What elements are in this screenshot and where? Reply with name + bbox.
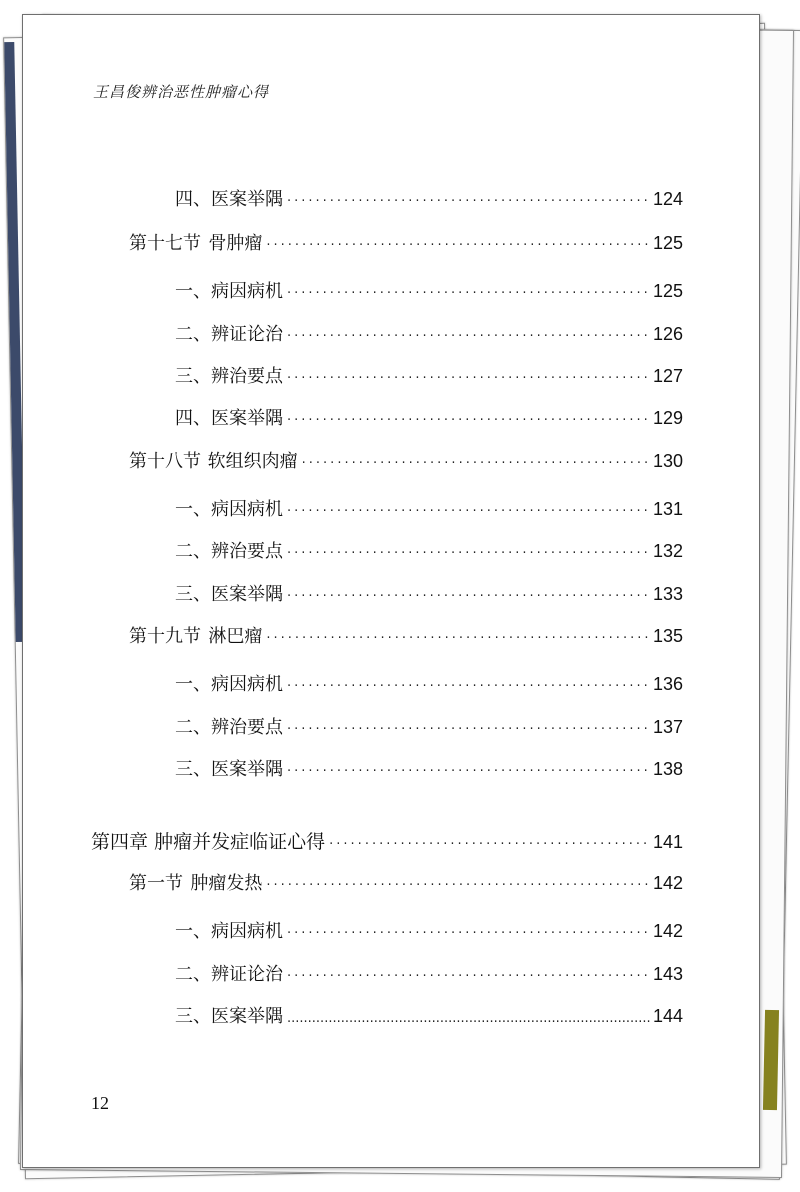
dot-leader bbox=[287, 722, 651, 737]
toc-entry-label: 四、医案举隅 bbox=[175, 189, 283, 210]
dot-leader bbox=[287, 286, 651, 301]
toc-entry bbox=[175, 404, 683, 430]
dot-leader bbox=[266, 631, 651, 646]
toc-entry bbox=[175, 362, 683, 388]
toc-entry-page: 138 bbox=[652, 759, 683, 779]
dot-leader bbox=[287, 764, 651, 779]
toc-section-title: 骨肿瘤 bbox=[208, 233, 263, 254]
toc-entry bbox=[175, 495, 683, 521]
toc-entry-page: 144 bbox=[652, 1006, 683, 1026]
toc-entry bbox=[175, 755, 683, 781]
dot-leader bbox=[287, 1011, 651, 1026]
toc-entry bbox=[175, 713, 683, 739]
toc-entry-page: 135 bbox=[652, 626, 683, 646]
dot-leader bbox=[287, 589, 651, 604]
toc-section-number: 第十八节 bbox=[129, 451, 201, 472]
toc-entry bbox=[175, 580, 683, 606]
toc-entry-label: 二、辨证论治 bbox=[175, 964, 283, 985]
toc-entry bbox=[175, 917, 683, 943]
toc-entry-label: 一、病因病机 bbox=[175, 921, 283, 942]
toc-entry-page: 127 bbox=[652, 366, 683, 386]
toc-entry bbox=[175, 960, 683, 986]
toc-section-title: 淋巴瘤 bbox=[208, 626, 263, 647]
dot-leader bbox=[287, 504, 651, 519]
toc-section-number: 第一节 bbox=[129, 873, 183, 894]
toc-entry bbox=[175, 320, 683, 346]
toc-entry-label: 二、辨证论治 bbox=[175, 324, 283, 345]
dot-leader bbox=[329, 837, 651, 852]
toc-section-title: 软组织肉瘤 bbox=[207, 451, 298, 472]
toc-entry bbox=[175, 670, 683, 696]
toc-section-title: 肿瘤发热 bbox=[190, 873, 263, 894]
toc-entry-page: 126 bbox=[652, 324, 683, 344]
toc-entry-label: 一、病因病机 bbox=[175, 499, 283, 520]
dot-leader bbox=[266, 238, 651, 253]
toc-entry-page: 133 bbox=[652, 584, 683, 604]
toc-entry-page: 137 bbox=[652, 717, 683, 737]
toc-entry-label: 一、病因病机 bbox=[175, 674, 283, 695]
toc-section bbox=[129, 447, 683, 473]
toc-chapter bbox=[91, 827, 683, 854]
toc-entry-label: 三、医案举隅 bbox=[175, 584, 283, 605]
dot-leader bbox=[287, 194, 651, 209]
toc-chapter-title: 肿瘤并发症临证心得 bbox=[154, 831, 326, 853]
dot-leader bbox=[287, 329, 651, 344]
toc-entry-page: 129 bbox=[652, 408, 683, 428]
toc-entry bbox=[175, 537, 683, 563]
toc-entry-label: 三、辨治要点 bbox=[175, 366, 283, 387]
toc-entry-page: 141 bbox=[652, 832, 683, 852]
dot-leader bbox=[287, 413, 651, 428]
toc-section-number: 第十七节 bbox=[129, 233, 201, 254]
toc-entry-page: 142 bbox=[652, 921, 683, 941]
toc-entry-label: 一、病因病机 bbox=[175, 281, 283, 302]
toc-section bbox=[129, 229, 683, 255]
book-page bbox=[22, 14, 760, 1168]
toc-entry-page: 132 bbox=[652, 541, 683, 561]
toc-entry-page: 143 bbox=[652, 964, 683, 984]
toc-entry-label: 二、辨治要点 bbox=[175, 717, 283, 738]
dot-leader bbox=[266, 878, 651, 893]
toc-entry-page: 130 bbox=[652, 451, 683, 471]
toc-entry bbox=[175, 1002, 683, 1028]
toc-section bbox=[129, 622, 683, 648]
toc-chapter-number: 第四章 bbox=[91, 831, 149, 853]
dot-leader bbox=[287, 926, 651, 941]
toc-entry-page: 125 bbox=[652, 233, 683, 253]
cover-edge-strip-bottom bbox=[763, 1010, 779, 1110]
dot-leader bbox=[302, 456, 651, 471]
toc-entry-page: 131 bbox=[652, 499, 683, 519]
toc-entry-label: 三、医案举隅 bbox=[175, 759, 283, 780]
dot-leader bbox=[287, 969, 651, 984]
toc-entry bbox=[175, 277, 683, 303]
toc-section bbox=[129, 869, 683, 895]
toc-entry-label: 四、医案举隅 bbox=[175, 408, 283, 429]
dot-leader bbox=[287, 546, 651, 561]
toc-entry-page: 142 bbox=[652, 873, 683, 893]
toc-entry bbox=[175, 185, 683, 211]
toc-entry-page: 124 bbox=[652, 189, 683, 209]
dot-leader bbox=[287, 371, 651, 386]
dot-leader bbox=[287, 679, 651, 694]
page-number: 12 bbox=[91, 1093, 109, 1113]
toc-entry-label: 三、医案举隅 bbox=[175, 1006, 283, 1027]
toc-entry-page: 125 bbox=[652, 281, 683, 301]
toc-entry-label: 二、辨治要点 bbox=[175, 541, 283, 562]
toc-entry-page: 136 bbox=[652, 674, 683, 694]
toc-section-number: 第十九节 bbox=[129, 626, 201, 647]
running-head: 王昌俊辨治恶性肿瘤心得 bbox=[93, 83, 270, 101]
